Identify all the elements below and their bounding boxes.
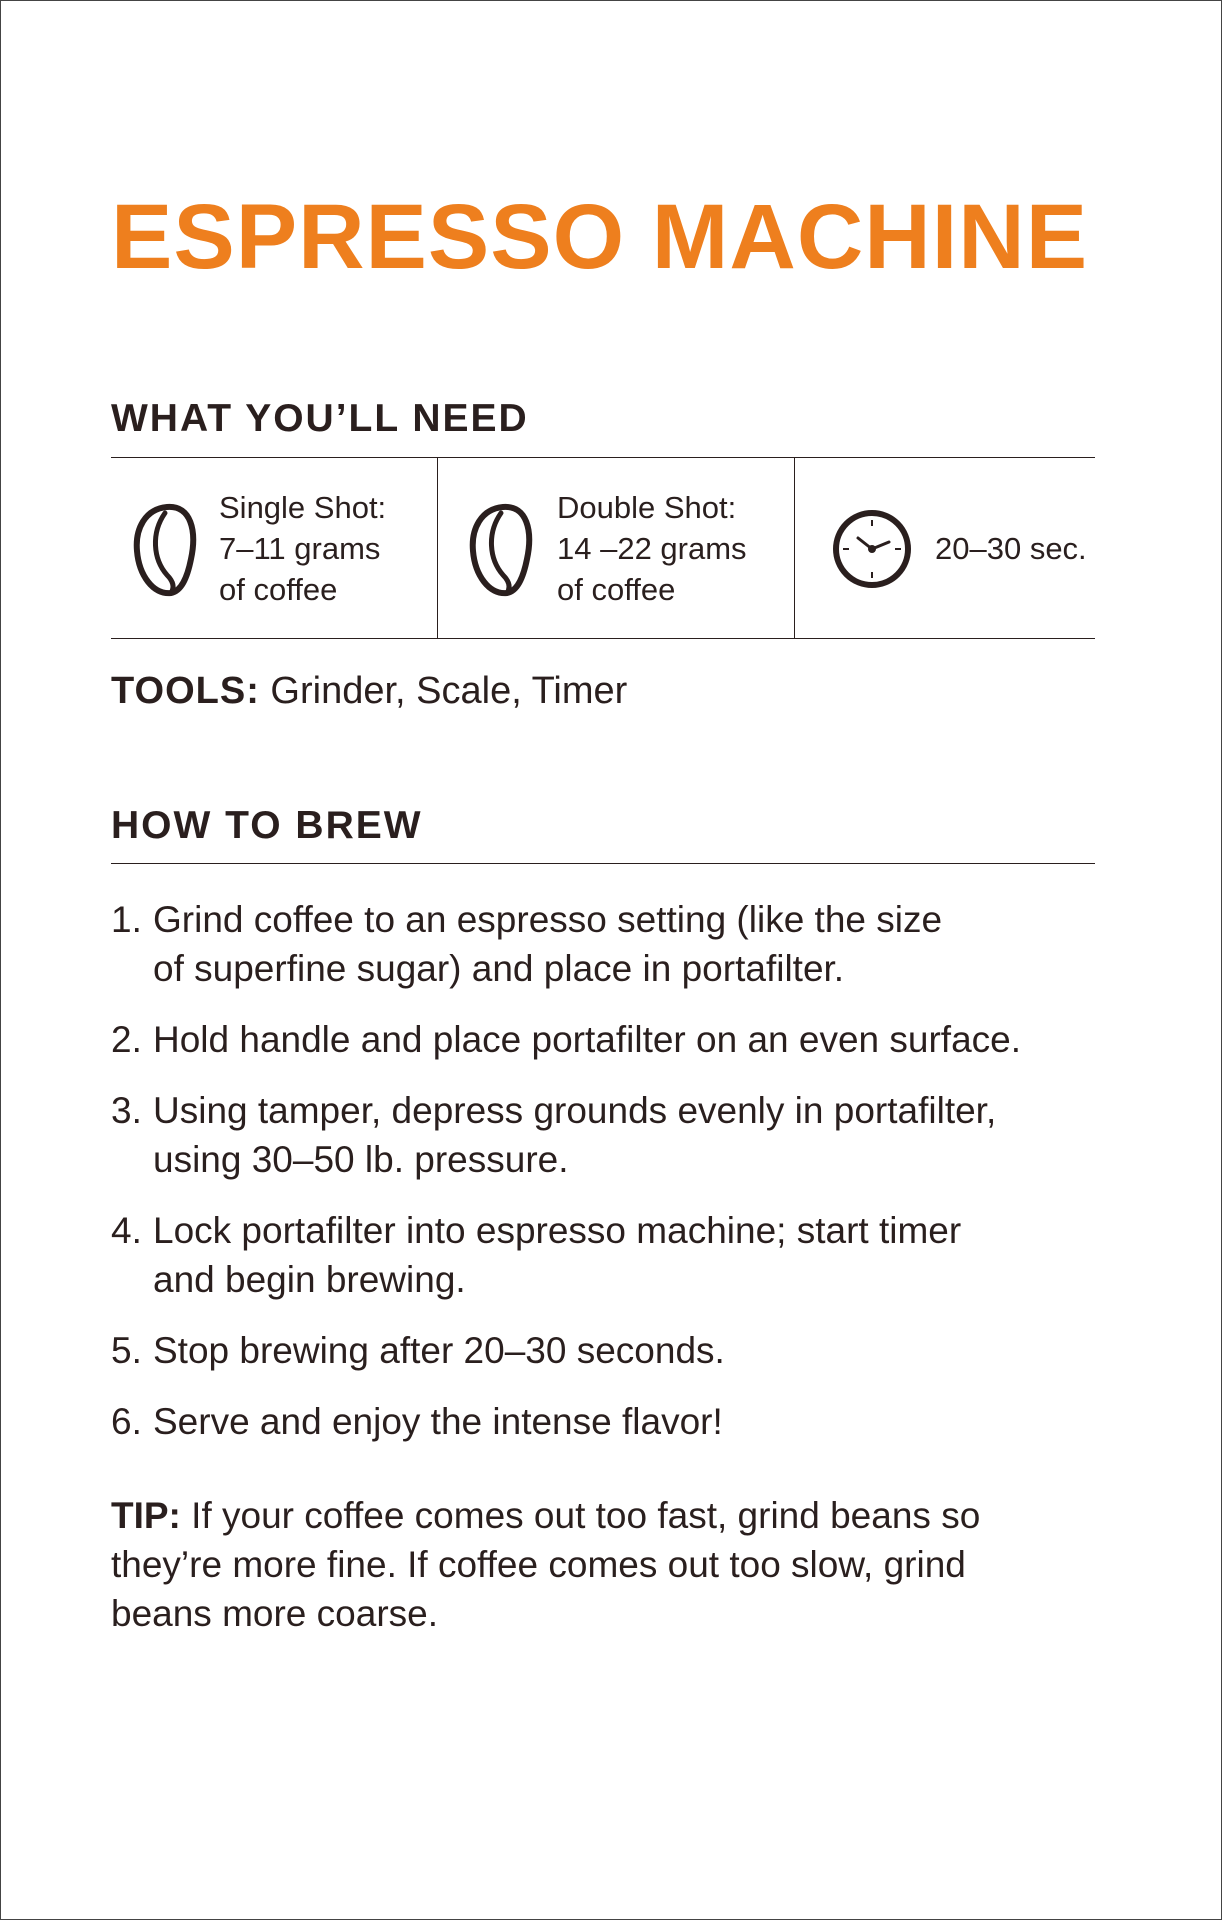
need-line: 7–11 grams [219, 531, 381, 566]
clock-icon [831, 508, 913, 590]
brew-step [111, 1206, 1151, 1304]
step-text [153, 1086, 1151, 1184]
brew-steps-list [111, 895, 1151, 1468]
tip-paragraph [111, 1491, 1131, 1638]
step-number: 1. [111, 899, 142, 940]
brew-step [111, 1086, 1151, 1184]
need-line: Double Shot: [557, 490, 737, 525]
step-text [153, 1397, 1151, 1446]
step-text [153, 895, 1151, 993]
tools-label: TOOLS: [111, 670, 260, 712]
step-line: using 30–50 lb. pressure. [153, 1139, 569, 1180]
step-number: 3. [111, 1090, 142, 1131]
step-text [153, 1206, 1151, 1304]
tip-text: If your coffee comes out too fast, grind beans so [180, 1495, 981, 1536]
tip-label: TIP: [111, 1495, 181, 1536]
needs-column-divider [437, 458, 438, 639]
step-line: Hold handle and place portafilter on an even surface. [153, 1019, 1022, 1060]
need-single-shot-text [219, 487, 386, 610]
brew-step [111, 1326, 1151, 1375]
need-brew-time-text [935, 528, 1087, 569]
coffee-bean-icon [131, 501, 201, 597]
step-line: of superfine sugar) and place in portafilter. [153, 948, 845, 989]
tools-line [111, 669, 627, 715]
tools-value: Grinder, Scale, Timer [259, 670, 628, 712]
needs-column-divider [794, 458, 795, 639]
coffee-bean-icon [467, 501, 537, 597]
step-number: 4. [111, 1210, 142, 1251]
tip-line: beans more coarse. [111, 1593, 439, 1634]
brew-step [111, 895, 1151, 993]
brew-divider [111, 863, 1095, 864]
need-line: 14 –22 grams [557, 531, 747, 566]
step-line: Serve and enjoy the intense flavor! [153, 1401, 723, 1442]
step-number: 6. [111, 1401, 142, 1442]
brew-heading: HOW TO BREW [111, 804, 423, 847]
need-brew-time [831, 458, 1121, 639]
need-single-shot [131, 458, 431, 639]
step-line: Lock portafilter into espresso machine; start timer [153, 1210, 962, 1251]
need-line: Single Shot: [219, 490, 387, 525]
need-double-shot-text [557, 487, 747, 610]
step-line: Grind coffee to an espresso setting (like the size [153, 899, 943, 940]
tip-line [111, 1491, 1131, 1540]
need-line: of coffee [219, 572, 338, 607]
need-double-shot [467, 458, 787, 639]
step-line: and begin brewing. [153, 1259, 466, 1300]
step-number: 5. [111, 1330, 142, 1371]
needs-heading: WHAT YOU’LL NEED [111, 397, 529, 440]
step-text [153, 1015, 1151, 1064]
step-line: Stop brewing after 20–30 seconds. [153, 1330, 725, 1371]
step-line: Using tamper, depress grounds evenly in portafilter, [153, 1090, 997, 1131]
brew-step [111, 1015, 1151, 1064]
need-line: of coffee [557, 572, 676, 607]
brew-step [111, 1397, 1151, 1446]
step-number: 2. [111, 1019, 142, 1060]
page-title: ESPRESSO MACHINE [111, 186, 1089, 288]
need-line: 20–30 sec. [935, 531, 1087, 566]
step-text [153, 1326, 1151, 1375]
tip-line: they’re more fine. If coffee comes out too slow, grind [111, 1544, 966, 1585]
